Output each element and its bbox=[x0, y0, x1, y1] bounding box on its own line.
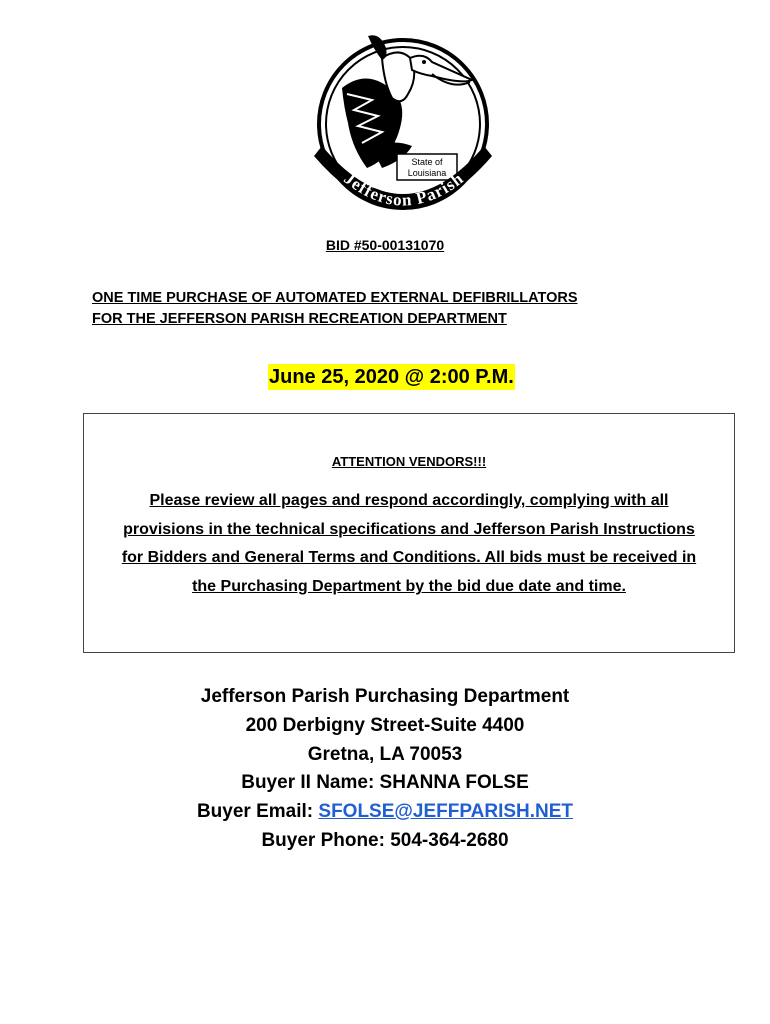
contact-phone: Buyer Phone: 504-364-2680 bbox=[261, 830, 509, 851]
bid-title bbox=[92, 288, 712, 330]
notice-box bbox=[83, 413, 735, 653]
bid-title-line1: ONE TIME PURCHASE OF AUTOMATED EXTERNAL DEFIBRILLATORS bbox=[92, 290, 578, 306]
seal-state-line2: Louisiana bbox=[407, 168, 447, 178]
notice-line: Please review all pages and respond accordingly, complying with all bbox=[149, 492, 669, 509]
seal-state-line1: State of bbox=[411, 157, 443, 167]
contact-email-line bbox=[0, 800, 770, 824]
bid-number: BID #50-00131070 bbox=[325, 237, 445, 253]
contact-city: Gretna, LA 70053 bbox=[307, 744, 463, 765]
notice-line: for Bidders and General Terms and Conditions. All bids must be received in bbox=[121, 549, 697, 567]
notice-line: provisions in the technical specifications and Jefferson Parish Instructions bbox=[123, 520, 695, 538]
notice-heading: ATTENTION VENDORS!!! bbox=[331, 454, 487, 469]
notice-line: the Purchasing Department by the bid due date and time. bbox=[192, 578, 626, 596]
contact-department: Jefferson Parish Purchasing Department bbox=[200, 686, 570, 707]
jefferson-parish-seal bbox=[312, 28, 494, 218]
due-date: June 25, 2020 @ 2:00 P.M. bbox=[269, 366, 514, 388]
seal-arc-text: Jefferson Parish bbox=[340, 168, 468, 210]
contact-buyer-name: Buyer II Name: SHANNA FOLSE bbox=[241, 772, 529, 793]
contact-street: 200 Derbigny Street-Suite 4400 bbox=[245, 715, 525, 736]
buyer-email-link[interactable]: SFOLSE@JEFFPARISH.NET bbox=[318, 801, 574, 822]
notice-text bbox=[90, 487, 728, 602]
bid-title-line2: FOR THE JEFFERSON PARISH RECREATION DEPARTMENT bbox=[92, 311, 507, 327]
contact-email-label: Buyer Email: bbox=[196, 801, 319, 822]
seal-graphic bbox=[312, 28, 494, 218]
